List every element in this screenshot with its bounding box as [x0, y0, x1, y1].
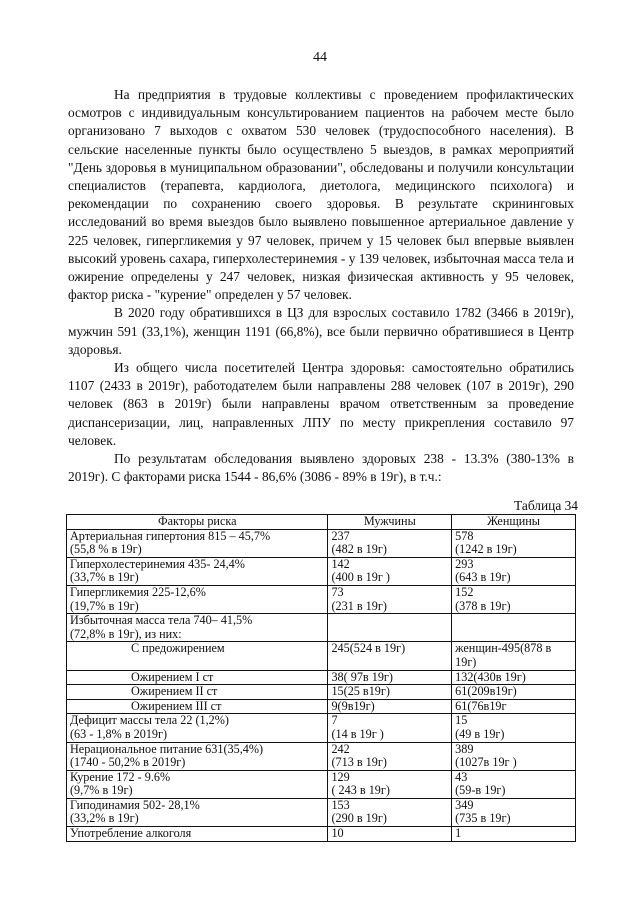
cell-line: (1740 - 50,2% в 2019г): [70, 755, 186, 770]
cell-women: [452, 642, 576, 670]
cell-line: 349: [455, 797, 474, 812]
cell-factor: [67, 670, 328, 685]
cell-line: (482 в 19г): [331, 542, 387, 557]
column-header-factor: Факторы риска: [67, 515, 328, 530]
paragraph: По результатам обследования выявлено здоровых 238 - 13.3% (380-13% в 2019г). С факторами риска 1544 - 86,6% (3086 - 89% в 19г), в т.ч.:: [68, 451, 574, 485]
cell-line: 19г): [455, 654, 477, 669]
cell-line: 7: [331, 713, 338, 728]
table-body: [67, 529, 576, 841]
cell-line: 242: [331, 741, 350, 756]
table-header-row: [67, 515, 576, 530]
cell-line: (14 в 19г ): [331, 726, 384, 741]
cell-line: Курение 172 - 9.6%: [70, 769, 171, 784]
table-row: [67, 742, 576, 770]
cell-women: [452, 714, 576, 742]
cell-line: 389: [455, 741, 474, 756]
cell-men: [328, 614, 452, 642]
cell-men: [328, 557, 452, 585]
cell-line: 578: [455, 528, 474, 543]
cell-line: 237: [331, 528, 350, 543]
paragraph: Из общего числа посетителей Центра здоровья: самостоятельно обратились 1107 (2433 в 2019г), работодателем были направлены 288 человек (107 в 2019г), 290 человек (863 в 2019г) были направлены врачом ответственным за проведение диспансеризации, лиц, направленных ЛПУ по месту прикрепления составило 97 человек.: [68, 360, 574, 448]
table-row: [67, 798, 576, 826]
cell-line: Артериальная гипертония 815 – 45,7%: [70, 528, 271, 543]
cell-line: 10: [331, 826, 344, 841]
cell-line: Гиподинамия 502- 28,1%: [70, 797, 200, 812]
cell-factor: [67, 742, 328, 770]
table-row: [67, 685, 576, 700]
cell-line: женщин-495(878 в: [455, 641, 552, 656]
cell-line: 245(524 в 19г): [331, 641, 406, 656]
cell-line: 293: [455, 556, 474, 571]
cell-line: (33,2% в 19г): [70, 811, 139, 826]
cell-line: 15(25 в19г): [331, 684, 390, 699]
cell-factor: [67, 685, 328, 700]
cell-factor: [67, 699, 328, 714]
table-caption: Таблица 34: [514, 498, 578, 513]
cell-line: 43: [455, 769, 468, 784]
cell-women: [452, 798, 576, 826]
cell-line: (55,8 % в 19г): [70, 542, 142, 557]
cell-line: (9,7% в 19г): [70, 783, 133, 798]
cell-line: Ожирением II ст: [131, 684, 218, 699]
cell-line: Избыточная масса тела 740– 41,5%: [70, 613, 253, 628]
cell-line: (63 - 1,8% в 2019г): [70, 726, 168, 741]
cell-women: [452, 585, 576, 613]
body-text: [68, 86, 574, 486]
cell-factor: [67, 798, 328, 826]
cell-line: (231 в 19г): [331, 598, 387, 613]
cell-line: С предожирением: [131, 641, 225, 656]
cell-line: (33,7% в 19г): [70, 570, 139, 585]
cell-factor: [67, 614, 328, 642]
cell-men: [328, 585, 452, 613]
cell-line: (400 в 19г ): [331, 570, 390, 585]
cell-men: [328, 642, 452, 670]
cell-line: (735 в 19г): [455, 811, 511, 826]
cell-line: (378 в 19г): [455, 598, 511, 613]
table-row: [67, 529, 576, 557]
cell-line: 1: [455, 826, 462, 841]
cell-women: [452, 557, 576, 585]
cell-women: [452, 699, 576, 714]
table-row: [67, 642, 576, 670]
cell-line: (49 в 19г): [455, 726, 505, 741]
cell-women: [452, 670, 576, 685]
cell-women: [452, 770, 576, 798]
cell-women: [452, 742, 576, 770]
cell-line: (713 в 19г): [331, 755, 387, 770]
cell-women: [452, 529, 576, 557]
cell-men: [328, 714, 452, 742]
table-row: [67, 557, 576, 585]
cell-factor: [67, 529, 328, 557]
table-row: [67, 714, 576, 742]
cell-line: Нерациональное питание 631(35,4%): [70, 741, 264, 756]
cell-line: 61(76в19г: [455, 698, 507, 713]
table-row: [67, 827, 576, 842]
risk-factors-table: [66, 514, 576, 842]
cell-line: 129: [331, 769, 350, 784]
cell-line: Ожирением I ст: [131, 669, 214, 684]
cell-line: 38( 97в 19г): [331, 669, 393, 684]
cell-line: (19,7% в 19г): [70, 598, 139, 613]
cell-line: 9(9в19г): [331, 698, 375, 713]
cell-factor: [67, 827, 328, 842]
table-row: [67, 770, 576, 798]
cell-men: [328, 670, 452, 685]
cell-men: [328, 742, 452, 770]
cell-women: [452, 685, 576, 700]
cell-women: [452, 614, 576, 642]
paragraph: На предприятия в трудовые коллективы с проведением профилактических осмотров с индивидуальным консультированием пациентов на рабочем месте было организовано 7 выходов с охватом 530 человек (трудоспособного населения). В сельские населенные пункты было осуществлено 5 выездов, в рамках мероприятий "День здоровья в муниципальном образовании", обследованы и получили консультации специалистов (терапевта, кардиолога, диетолога, медицинского психолога) и рекомендации по сохранению своего здоровья. В результате скрининговых исследований во время выездов было выявлено повышенное артериальное давление у 225 человек, гипергликемия у 97 человек, причем у 15 человек был впервые выявлен высокий уровень сахара, гиперхолестеринемия - у 139 человек, избыточная масса тела и ожирение определены у 247 человек, низкая физическая активность у 95 человек, фактор риска - "курение" определен у 57 человек.: [68, 87, 574, 303]
cell-women: [452, 827, 576, 842]
paragraph: В 2020 году обратившихся в ЦЗ для взрослых составило 1782 (3466 в 2019г), мужчин 591 (33,1%), женщин 1191 (66,8%), все были первично обратившиеся в Центр здоровья.: [68, 305, 574, 357]
cell-line: 15: [455, 713, 468, 728]
cell-men: [328, 770, 452, 798]
cell-line: (643 в 19г): [455, 570, 511, 585]
cell-line: Гиперхолестеринемия 435- 24,4%: [70, 556, 245, 571]
table-row: [67, 699, 576, 714]
cell-line: Ожирением III ст: [131, 698, 222, 713]
cell-line: 152: [455, 584, 474, 599]
cell-men: [328, 798, 452, 826]
cell-line: 153: [331, 797, 350, 812]
table-row: [67, 614, 576, 642]
cell-men: [328, 827, 452, 842]
cell-line: (290 в 19г): [331, 811, 387, 826]
cell-men: [328, 685, 452, 700]
cell-factor: [67, 642, 328, 670]
cell-line: (1242 в 19г): [455, 542, 517, 557]
cell-line: (72,8% в 19г), из них:: [70, 626, 182, 641]
cell-factor: [67, 557, 328, 585]
cell-line: 132(430в 19г): [455, 669, 526, 684]
cell-line: (1027в 19г ): [455, 755, 517, 770]
column-header-women: Женщины: [452, 515, 576, 530]
page-number: 44: [313, 50, 327, 65]
cell-line: 61(209в19г): [455, 684, 517, 699]
cell-line: Употребление алкоголя: [70, 826, 192, 841]
table-row: [67, 585, 576, 613]
cell-line: Гипергликемия 225-12,6%: [70, 584, 206, 599]
cell-line: 73: [331, 584, 344, 599]
cell-line: 142: [331, 556, 350, 571]
column-header-men: Мужчины: [328, 515, 452, 530]
cell-men: [328, 529, 452, 557]
cell-factor: [67, 714, 328, 742]
cell-line: ( 243 в 19г): [331, 783, 390, 798]
cell-line: Дефицит массы тела 22 (1,2%): [70, 713, 229, 728]
cell-men: [328, 699, 452, 714]
table-row: [67, 670, 576, 685]
cell-line: (59-в 19г): [455, 783, 506, 798]
cell-factor: [67, 770, 328, 798]
cell-factor: [67, 585, 328, 613]
